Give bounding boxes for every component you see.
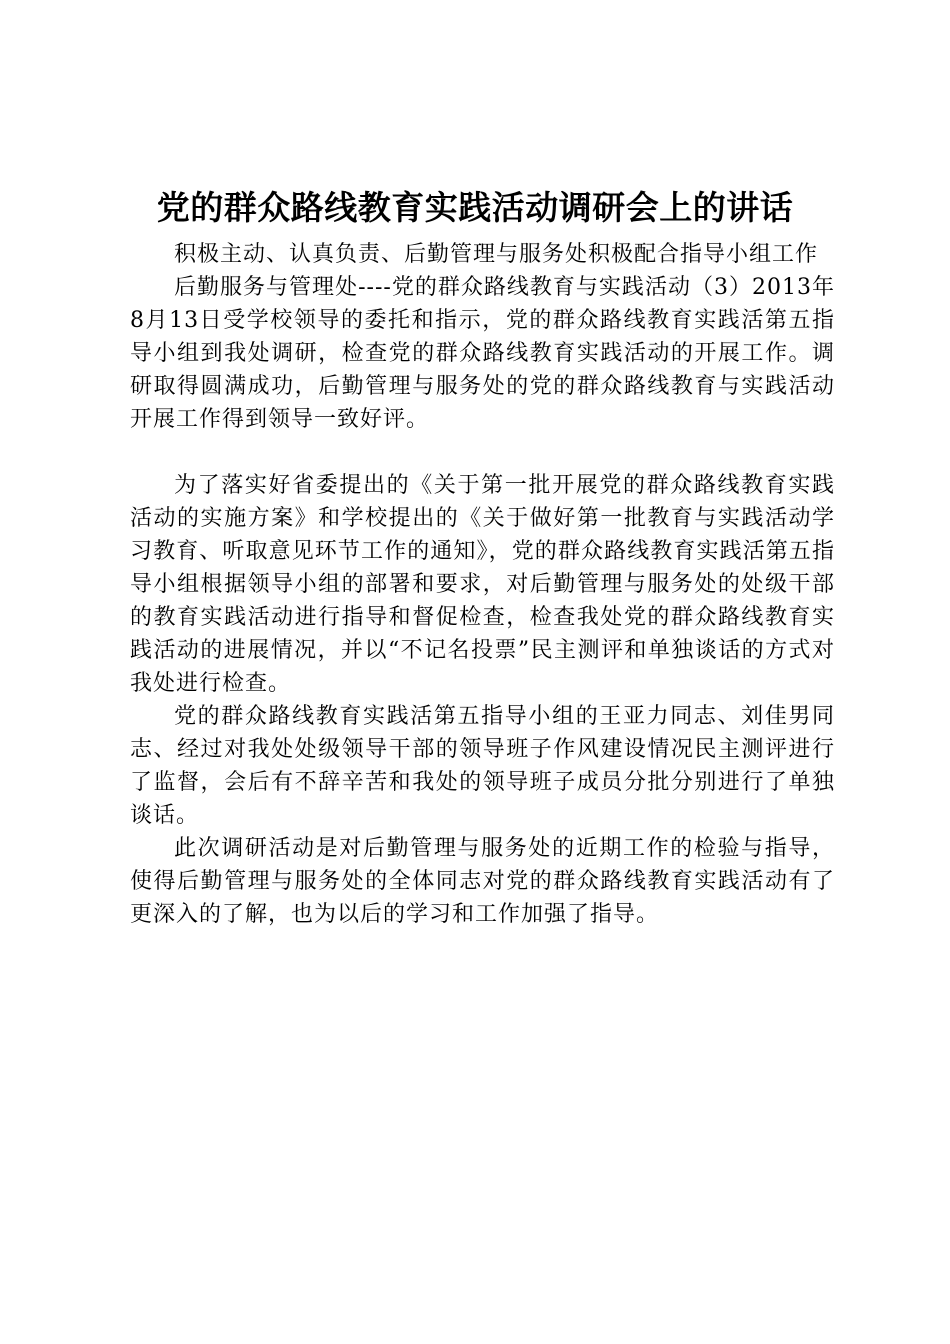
- paragraph-spacer: [130, 436, 835, 469]
- document-title: 党的群众路线教育实践活动调研会上的讲话: [156, 188, 794, 227]
- paragraph-supervision: 党的群众路线教育实践活第五指导小组的王亚力同志、刘佳男同志、经过对我处处级领导干部的领导班子作风建设情况民主测评进行了监督，会后有不辞辛苦和我处的领导班子成员分批分别进行了单独谈话。: [130, 704, 835, 828]
- document-body: [130, 238, 835, 931]
- paragraph-implementation: 为了落实好省委提出的《关于第一批开展党的群众路线教育实践活动的实施方案》和学校提出的《关于做好第一批教育与实践活动学习教育、听取意见环节工作的通知》，党的群众路线教育实践活第五指导小组根据领导小组的部署和要求，对后勤管理与服务处的处级干部的教育实践活动进行指导和督促检查，检查我处党的群众路线教育实践活动的进展情况，并以“不记名投票”民主测评和单独谈话的方式对我处进行检查。: [130, 473, 835, 696]
- paragraph-subtitle: 积极主动、认真负责、后勤管理与服务处积极配合指导小组工作: [174, 242, 819, 267]
- paragraph-intro: 后勤服务与管理处----党的群众路线教育与实践活动（3）2013年8月13日受学校领导的委托和指示，党的群众路线教育实践活第五指导小组到我处调研，检查党的群众路线教育实践活动的开展工作。调研取得圆满成功，后勤管理与服务处的党的群众路线教育与实践活动开展工作得到领导一致好评。: [130, 275, 835, 432]
- paragraph-conclusion: 此次调研活动是对后勤管理与服务处的近期工作的检验与指导，使得后勤管理与服务处的全体同志对党的群众路线教育实践活动有了更深入的了解，也为以后的学习和工作加强了指导。: [130, 836, 835, 927]
